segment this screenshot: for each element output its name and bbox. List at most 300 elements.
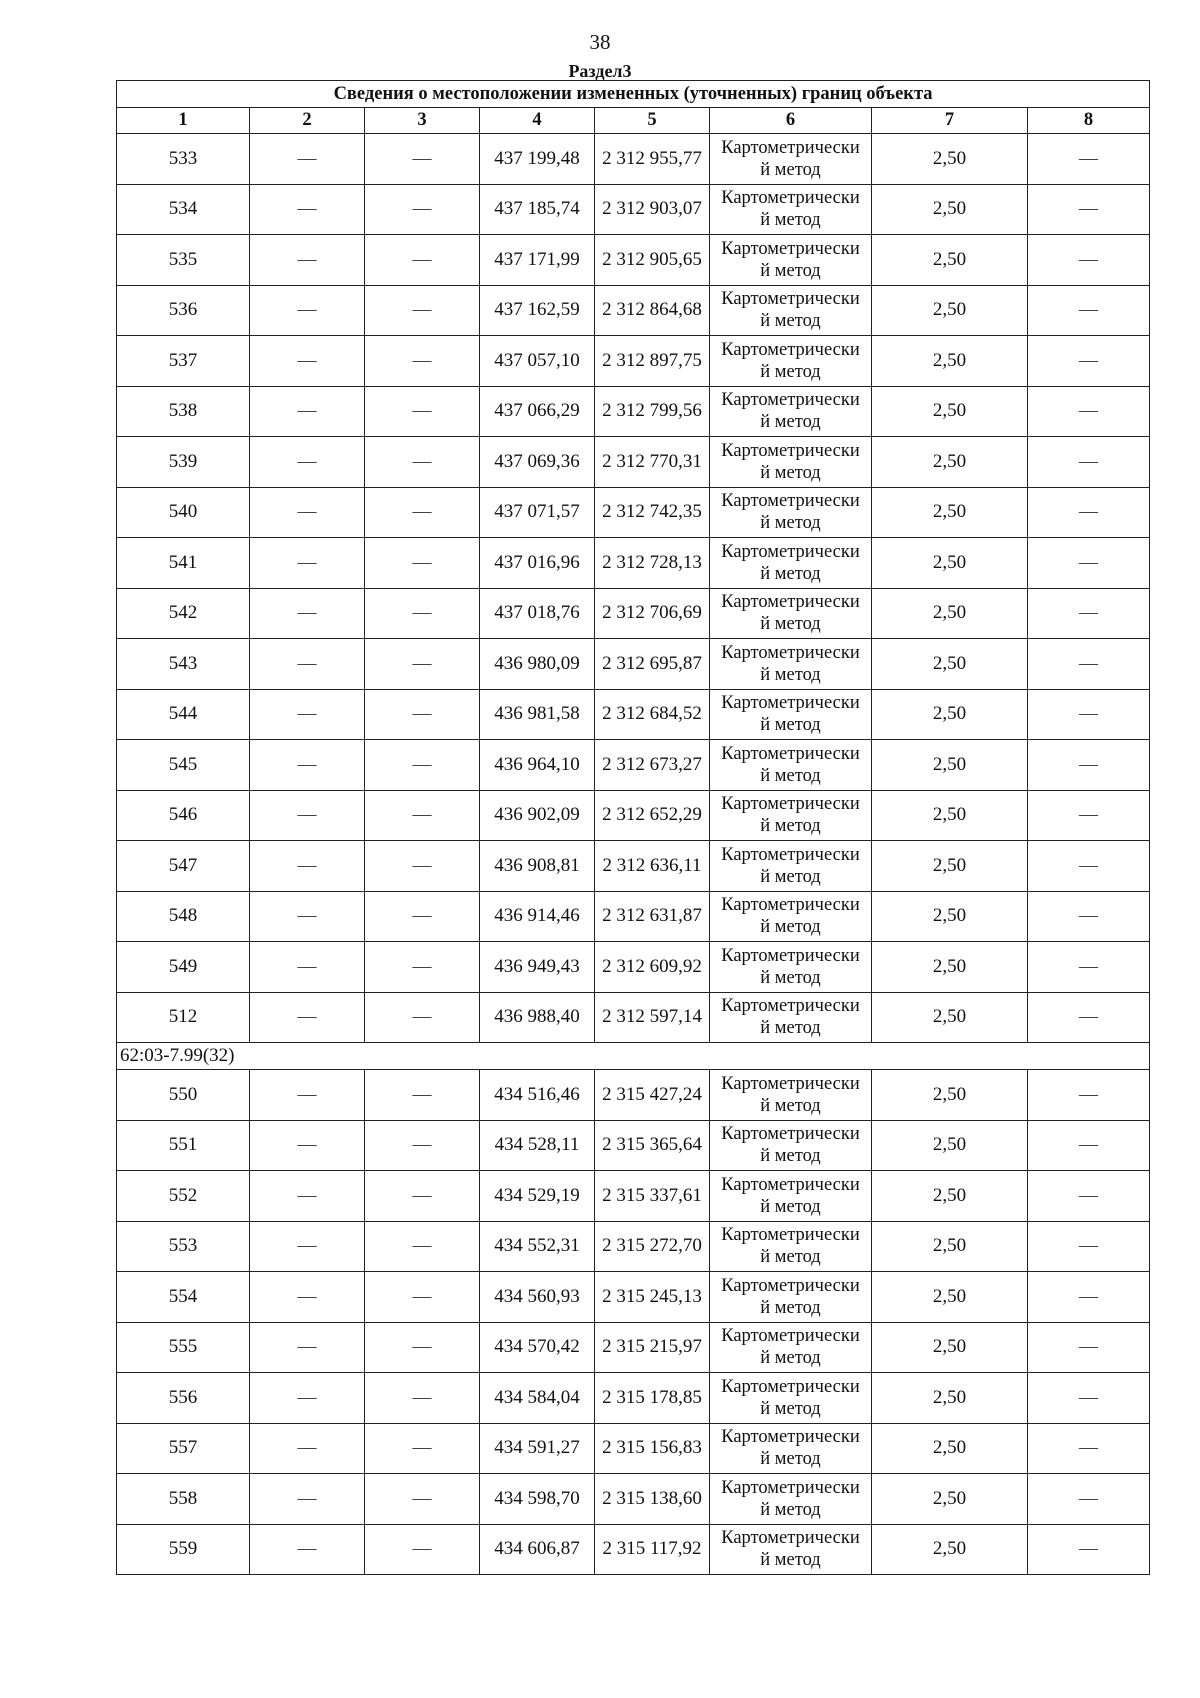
col3-dash: — [365,235,480,286]
method-text-line1: Картометрически [721,1427,860,1448]
method-cell [710,689,872,740]
coordinate-y: 2 315 138,60 [595,1474,710,1525]
table-row [117,1171,1150,1222]
coordinate-y: 2 312 636,11 [595,841,710,892]
precision-value: 2,50 [872,1474,1028,1525]
col3-dash: — [365,1070,480,1121]
col8-dash: — [1028,588,1150,639]
col2-dash: — [250,1373,365,1424]
method-text-line1: Картометрически [721,390,860,411]
col8-dash: — [1028,689,1150,740]
coordinate-y: 2 312 799,56 [595,386,710,437]
coordinate-y: 2 312 652,29 [595,790,710,841]
point-number: 541 [117,538,250,589]
method-cell [710,235,872,286]
method-text-line2: й метод [760,1550,821,1571]
point-number: 555 [117,1322,250,1373]
point-number: 542 [117,588,250,639]
coordinate-x: 437 071,57 [480,487,595,538]
method-text-line1: Картометрически [721,945,860,966]
col8-dash: — [1028,437,1150,488]
col8-dash: — [1028,1221,1150,1272]
method-cell [710,1373,872,1424]
method-text-line1: Картометрически [721,1124,860,1145]
method-text-line1: Картометрически [721,1174,860,1195]
precision-value: 2,50 [872,992,1028,1043]
method-cell [710,790,872,841]
table-row [117,134,1150,185]
precision-value: 2,50 [872,1373,1028,1424]
col8-dash: — [1028,134,1150,185]
coordinate-x: 436 964,10 [480,740,595,791]
table-row [117,285,1150,336]
col3-dash: — [365,487,480,538]
method-text-line2: й метод [760,1499,821,1520]
point-number: 545 [117,740,250,791]
point-number: 547 [117,841,250,892]
method-text-line2: й метод [760,866,821,887]
col3-dash: — [365,689,480,740]
method-text-line1: Картометрически [721,238,860,259]
column-number: 8 [1028,108,1150,134]
col3-dash: — [365,386,480,437]
point-number: 549 [117,942,250,993]
coordinate-y: 2 312 631,87 [595,891,710,942]
table-row [117,992,1150,1043]
column-number: 1 [117,108,250,134]
method-cell [710,639,872,690]
table-row [117,538,1150,589]
point-number: 546 [117,790,250,841]
precision-value: 2,50 [872,1272,1028,1323]
table-row [117,1272,1150,1323]
precision-value: 2,50 [872,740,1028,791]
coordinate-x: 437 016,96 [480,538,595,589]
point-number: 536 [117,285,250,336]
table-row [117,1524,1150,1575]
method-text-line2: й метод [760,361,821,382]
precision-value: 2,50 [872,841,1028,892]
method-cell [710,1171,872,1222]
precision-value: 2,50 [872,1070,1028,1121]
method-cell [710,1322,872,1373]
coordinate-x: 434 516,46 [480,1070,595,1121]
method-text-line1: Картометрически [721,440,860,461]
coordinate-x: 434 584,04 [480,1373,595,1424]
method-text-line1: Картометрически [721,339,860,360]
coordinate-x: 434 552,31 [480,1221,595,1272]
point-number: 538 [117,386,250,437]
method-text-line1: Картометрически [721,1275,860,1296]
precision-value: 2,50 [872,386,1028,437]
table-row [117,639,1150,690]
method-text-line1: Картометрически [721,1326,860,1347]
coordinate-x: 437 018,76 [480,588,595,639]
col8-dash: — [1028,841,1150,892]
method-cell [710,1070,872,1121]
method-text-line1: Картометрически [721,1528,860,1549]
method-text-line2: й метод [760,1297,821,1318]
method-text-line1: Картометрически [721,1376,860,1397]
col3-dash: — [365,740,480,791]
col3-dash: — [365,639,480,690]
coordinate-y: 2 315 272,70 [595,1221,710,1272]
method-text-line2: й метод [760,462,821,483]
col3-dash: — [365,538,480,589]
precision-value: 2,50 [872,184,1028,235]
method-text-line2: й метод [760,1449,821,1470]
col2-dash: — [250,285,365,336]
col3-dash: — [365,1171,480,1222]
table-row [117,1120,1150,1171]
precision-value: 2,50 [872,1423,1028,1474]
precision-value: 2,50 [872,1120,1028,1171]
method-text-line2: й метод [760,1146,821,1167]
coordinate-x: 434 606,87 [480,1524,595,1575]
col8-dash: — [1028,1171,1150,1222]
coordinate-y: 2 315 117,92 [595,1524,710,1575]
col2-dash: — [250,1120,365,1171]
point-number: 540 [117,487,250,538]
method-cell [710,942,872,993]
table-row [117,740,1150,791]
method-text-line2: й метод [760,563,821,584]
col8-dash: — [1028,538,1150,589]
table-row [117,184,1150,235]
col8-dash: — [1028,1070,1150,1121]
col8-dash: — [1028,235,1150,286]
precision-value: 2,50 [872,1322,1028,1373]
method-cell [710,1474,872,1525]
col8-dash: — [1028,1322,1150,1373]
point-number: 552 [117,1171,250,1222]
col3-dash: — [365,1474,480,1525]
table-row [117,942,1150,993]
coordinate-x: 434 560,93 [480,1272,595,1323]
precision-value: 2,50 [872,538,1028,589]
method-text-line2: й метод [760,1018,821,1039]
col8-dash: — [1028,285,1150,336]
coordinate-y: 2 315 215,97 [595,1322,710,1373]
precision-value: 2,50 [872,689,1028,740]
method-text-line1: Картометрически [721,693,860,714]
point-number: 544 [117,689,250,740]
method-cell [710,1524,872,1575]
method-text-line1: Картометрически [721,137,860,158]
col3-dash: — [365,588,480,639]
col8-dash: — [1028,336,1150,387]
coordinate-y: 2 315 427,24 [595,1070,710,1121]
boundary-coordinates-table [116,80,1150,1575]
coordinate-y: 2 315 156,83 [595,1423,710,1474]
coordinate-x: 437 185,74 [480,184,595,235]
col2-dash: — [250,891,365,942]
method-text-line2: й метод [760,664,821,685]
table-row [117,1322,1150,1373]
col2-dash: — [250,235,365,286]
col3-dash: — [365,942,480,993]
col3-dash: — [365,790,480,841]
method-text-line2: й метод [760,260,821,281]
precision-value: 2,50 [872,1524,1028,1575]
point-number: 537 [117,336,250,387]
point-number: 556 [117,1373,250,1424]
method-text-line1: Картометрически [721,895,860,916]
col2-dash: — [250,184,365,235]
table-row [117,1373,1150,1424]
point-number: 554 [117,1272,250,1323]
column-number: 6 [710,108,872,134]
col2-dash: — [250,1272,365,1323]
col8-dash: — [1028,184,1150,235]
col3-dash: — [365,891,480,942]
method-text-line2: й метод [760,765,821,786]
precision-value: 2,50 [872,1221,1028,1272]
method-text-line2: й метод [760,715,821,736]
col8-dash: — [1028,790,1150,841]
coordinate-x: 436 914,46 [480,891,595,942]
coordinate-y: 2 312 955,77 [595,134,710,185]
method-text-line1: Картометрически [721,1073,860,1094]
method-cell [710,437,872,488]
col2-dash: — [250,1070,365,1121]
coordinate-x: 436 908,81 [480,841,595,892]
coordinate-y: 2 312 695,87 [595,639,710,690]
table-row [117,1221,1150,1272]
col3-dash: — [365,336,480,387]
column-number: 3 [365,108,480,134]
table-row [117,437,1150,488]
col3-dash: — [365,1322,480,1373]
precision-value: 2,50 [872,588,1028,639]
point-number: 550 [117,1070,250,1121]
column-number: 2 [250,108,365,134]
column-number-row [117,108,1150,134]
point-number: 543 [117,639,250,690]
point-number: 557 [117,1423,250,1474]
table-row [117,1423,1150,1474]
group-header-row [117,1043,1150,1070]
coordinate-y: 2 315 178,85 [595,1373,710,1424]
precision-value: 2,50 [872,235,1028,286]
method-cell [710,386,872,437]
coordinate-x: 436 980,09 [480,639,595,690]
table-row [117,689,1150,740]
method-text-line2: й метод [760,1398,821,1419]
point-number: 535 [117,235,250,286]
method-text-line2: й метод [760,412,821,433]
coordinate-x: 434 591,27 [480,1423,595,1474]
coordinate-y: 2 312 673,27 [595,740,710,791]
method-cell [710,841,872,892]
table-row [117,235,1150,286]
method-text-line1: Картометрически [721,289,860,310]
method-text-line2: й метод [760,513,821,534]
col8-dash: — [1028,992,1150,1043]
method-cell [710,336,872,387]
coordinate-y: 2 315 365,64 [595,1120,710,1171]
method-text-line2: й метод [760,210,821,231]
method-cell [710,891,872,942]
method-cell [710,487,872,538]
method-cell [710,184,872,235]
method-text-line2: й метод [760,967,821,988]
col8-dash: — [1028,1474,1150,1525]
method-cell [710,134,872,185]
column-number: 7 [872,108,1028,134]
coordinate-x: 437 057,10 [480,336,595,387]
coordinate-y: 2 315 245,13 [595,1272,710,1323]
coordinate-y: 2 312 728,13 [595,538,710,589]
coordinate-x: 437 069,36 [480,437,595,488]
table-body [117,81,1150,1575]
method-text-line1: Картометрически [721,844,860,865]
coordinate-y: 2 312 905,65 [595,235,710,286]
coordinate-y: 2 312 742,35 [595,487,710,538]
point-number: 548 [117,891,250,942]
point-number: 559 [117,1524,250,1575]
col2-dash: — [250,1474,365,1525]
method-cell [710,538,872,589]
table-row [117,386,1150,437]
coordinate-x: 437 162,59 [480,285,595,336]
point-number: 512 [117,992,250,1043]
point-number: 558 [117,1474,250,1525]
table-row [117,1474,1150,1525]
coordinate-x: 437 171,99 [480,235,595,286]
point-number: 551 [117,1120,250,1171]
table-caption: Сведения о местоположении измененных (уточненных) границ объекта [117,81,1150,108]
table-row [117,841,1150,892]
method-text-line1: Картометрически [721,541,860,562]
col3-dash: — [365,1221,480,1272]
col2-dash: — [250,1322,365,1373]
coordinate-y: 2 312 897,75 [595,336,710,387]
precision-value: 2,50 [872,487,1028,538]
col8-dash: — [1028,1524,1150,1575]
method-cell [710,285,872,336]
precision-value: 2,50 [872,942,1028,993]
method-cell [710,1120,872,1171]
col2-dash: — [250,538,365,589]
col8-dash: — [1028,1120,1150,1171]
coordinate-x: 434 528,11 [480,1120,595,1171]
coordinate-x: 437 066,29 [480,386,595,437]
col2-dash: — [250,1524,365,1575]
method-cell [710,992,872,1043]
precision-value: 2,50 [872,891,1028,942]
page-number: 38 [589,30,611,54]
group-label: 62:03-7.99(32) [117,1043,1150,1070]
method-text-line2: й метод [760,816,821,837]
coordinate-x: 436 902,09 [480,790,595,841]
col2-dash: — [250,386,365,437]
col8-dash: — [1028,639,1150,690]
point-number: 534 [117,184,250,235]
method-text-line1: Картометрически [721,1225,860,1246]
precision-value: 2,50 [872,1171,1028,1222]
col3-dash: — [365,184,480,235]
col8-dash: — [1028,740,1150,791]
precision-value: 2,50 [872,134,1028,185]
precision-value: 2,50 [872,437,1028,488]
col2-dash: — [250,134,365,185]
method-text-line2: й метод [760,1247,821,1268]
col3-dash: — [365,992,480,1043]
col8-dash: — [1028,1373,1150,1424]
table-row [117,588,1150,639]
col3-dash: — [365,1373,480,1424]
method-cell [710,740,872,791]
method-text-line2: й метод [760,1095,821,1116]
coordinate-y: 2 312 684,52 [595,689,710,740]
coordinate-y: 2 312 597,14 [595,992,710,1043]
coordinate-x: 434 529,19 [480,1171,595,1222]
coordinate-x: 434 598,70 [480,1474,595,1525]
method-text-line1: Картометрически [721,592,860,613]
coordinate-y: 2 312 903,07 [595,184,710,235]
method-cell [710,1423,872,1474]
table-row [117,336,1150,387]
col8-dash: — [1028,487,1150,538]
coordinate-x: 436 981,58 [480,689,595,740]
col2-dash: — [250,790,365,841]
method-cell [710,588,872,639]
method-text-line2: й метод [760,917,821,938]
col3-dash: — [365,1524,480,1575]
table-row [117,891,1150,942]
table-caption-row [117,81,1150,108]
table-row [117,790,1150,841]
col2-dash: — [250,1171,365,1222]
coordinate-y: 2 312 609,92 [595,942,710,993]
col8-dash: — [1028,1272,1150,1323]
method-text-line1: Картометрически [721,794,860,815]
col2-dash: — [250,942,365,993]
method-text-line1: Картометрически [721,491,860,512]
col3-dash: — [365,1423,480,1474]
method-text-line2: й метод [760,1348,821,1369]
method-text-line1: Картометрически [721,188,860,209]
precision-value: 2,50 [872,336,1028,387]
col2-dash: — [250,841,365,892]
method-text-line2: й метод [760,311,821,332]
col2-dash: — [250,487,365,538]
col2-dash: — [250,992,365,1043]
method-text-line2: й метод [760,159,821,180]
precision-value: 2,50 [872,790,1028,841]
col2-dash: — [250,588,365,639]
point-number: 553 [117,1221,250,1272]
col3-dash: — [365,285,480,336]
method-cell [710,1221,872,1272]
col3-dash: — [365,841,480,892]
method-cell [710,1272,872,1323]
col2-dash: — [250,689,365,740]
coordinate-x: 437 199,48 [480,134,595,185]
method-text-line1: Картометрически [721,996,860,1017]
col3-dash: — [365,134,480,185]
col3-dash: — [365,437,480,488]
col8-dash: — [1028,386,1150,437]
col2-dash: — [250,1423,365,1474]
precision-value: 2,50 [872,285,1028,336]
col2-dash: — [250,740,365,791]
coordinate-x: 436 988,40 [480,992,595,1043]
col8-dash: — [1028,942,1150,993]
method-text-line1: Картометрически [721,1477,860,1498]
col2-dash: — [250,639,365,690]
